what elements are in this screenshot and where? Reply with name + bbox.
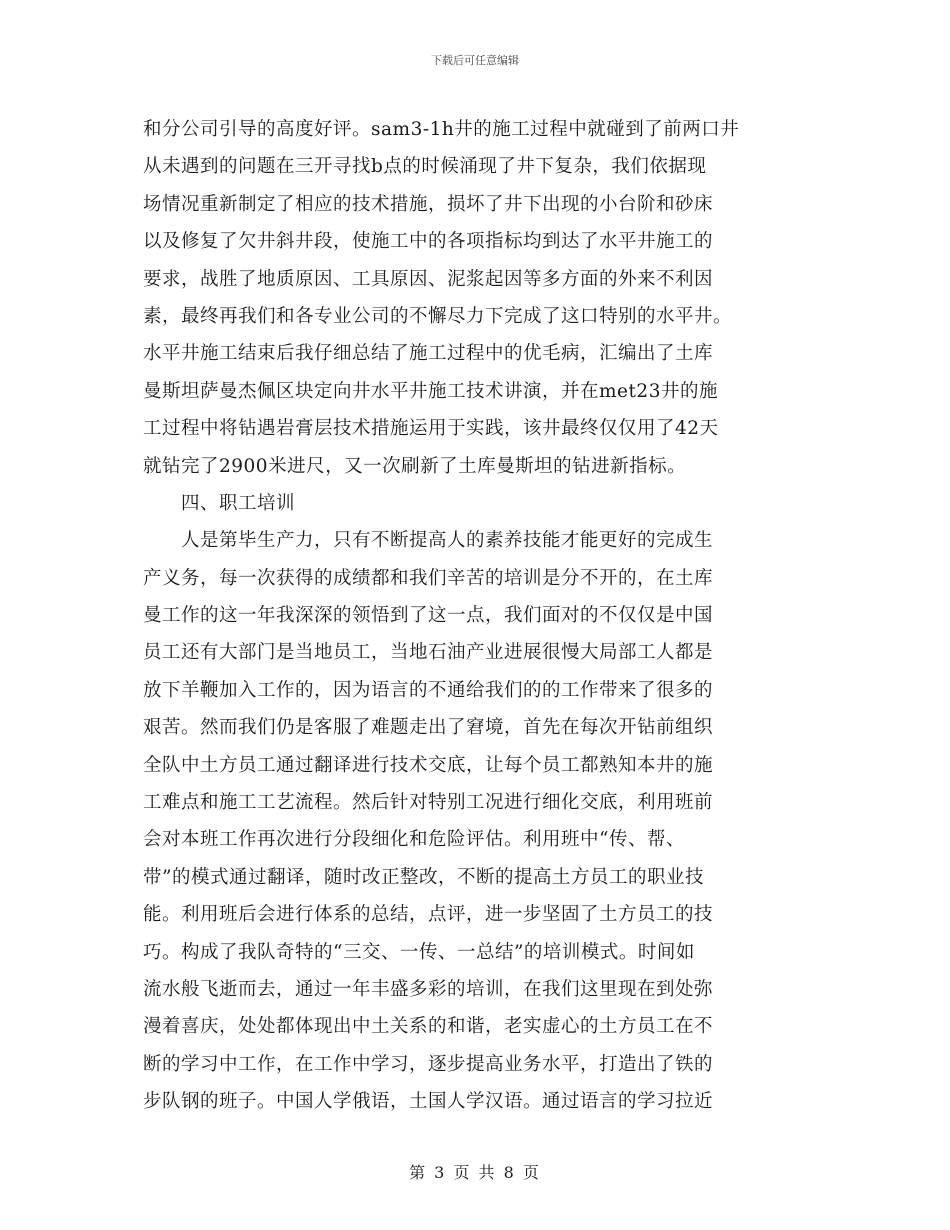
text-line: 从未遇到的问题在三开寻找b点的时候涌现了井下复杂，我们依据现 — [143, 156, 707, 178]
text-line: 工过程中将钻遇岩膏层技术措施运用于实践，该井最终仅仅用了42天 — [143, 418, 719, 440]
text-line: 水平井施工结束后我仔细总结了施工过程中的优毛病，汇编出了土库 — [143, 343, 714, 365]
text-line: 以及修复了欠井斜井段，使施工中的各项指标均到达了水平井施工的 — [143, 231, 714, 253]
text-line: 带”的模式通过翻译，随时改正整改，不断的提高土方员工的职业技 — [143, 866, 704, 888]
page-number-footer: 第 3 页 共 8 页 — [409, 1163, 541, 1182]
text-line: 流水般飞逝而去，通过一年丰盛多彩的培训，在我们这里现在到处弥 — [143, 978, 714, 1000]
text-line: 全队中土方员工通过翻译进行技术交底，让每个员工都熟知本井的施 — [143, 754, 714, 776]
text-line: 四、职工培训 — [181, 492, 296, 514]
text-line: 就钻完了2900米进尺，又一次刷新了土库曼斯坦的钻进新指标。 — [143, 455, 687, 477]
document-body — [143, 111, 803, 1121]
text-line: 场情况重新制定了相应的技术措施，损坏了井下出现的小台阶和砂床 — [143, 193, 714, 215]
text-line: 素，最终再我们和各专业公司的不懈尽力下完成了这口特别的水平井。 — [143, 305, 733, 327]
text-line: 艰苦。然而我们仍是客服了难题走出了窘境，首先在每次开钻前组织 — [143, 717, 714, 739]
text-line: 要求，战胜了地质原因、工具原因、泥浆起因等多方面的外来不利因 — [143, 268, 714, 290]
text-line: 会对本班工作再次进行分段细化和危险评估。利用班中“传、帮、 — [143, 829, 685, 851]
text-line: 曼斯坦萨曼杰佩区块定向井水平井施工技术讲演，并在met23井的施 — [143, 380, 718, 402]
text-line: 能。利用班后会进行体系的总结，点评，进一步坚固了土方员工的技 — [143, 904, 714, 926]
text-line: 产义务，每一次获得的成绩都和我们辛苦的培训是分不开的，在土库 — [143, 567, 714, 589]
text-line: 巧。构成了我队奇特的“三交、一传、一总结”的培训模式。时间如 — [143, 941, 695, 963]
text-line: 员工还有大部门是当地员工，当地石油产业进展很慢大局部工人都是 — [143, 642, 714, 664]
text-line: 放下羊鞭加入工作的，因为语言的不通给我们的的工作带来了很多的 — [143, 679, 714, 701]
text-line: 和分公司引导的高度好评。sam3-1h井的施工过程中就碰到了前两口井 — [143, 119, 740, 140]
text-line: 人是第毕生产力，只有不断提高人的素养技能才能更好的完成生 — [181, 530, 714, 552]
text-line: 漫着喜庆，处处都体现出中土关系的和谐，老实虚心的土方员工在不 — [143, 1016, 714, 1038]
text-line: 断的学习中工作，在工作中学习，逐步提高业务水平，打造出了铁的 — [143, 1053, 714, 1075]
page-header: 下载后可任意编辑 — [431, 54, 519, 67]
text-line: 步队钢的班子。中国人学俄语，土国人学汉语。通过语言的学习拉近 — [143, 1091, 714, 1113]
text-line: 曼工作的这一年我深深的领悟到了这一点，我们面对的不仅仅是中国 — [143, 605, 714, 627]
text-line: 工难点和施工工艺流程。然后针对特别工况进行细化交底，利用班前 — [143, 792, 714, 814]
